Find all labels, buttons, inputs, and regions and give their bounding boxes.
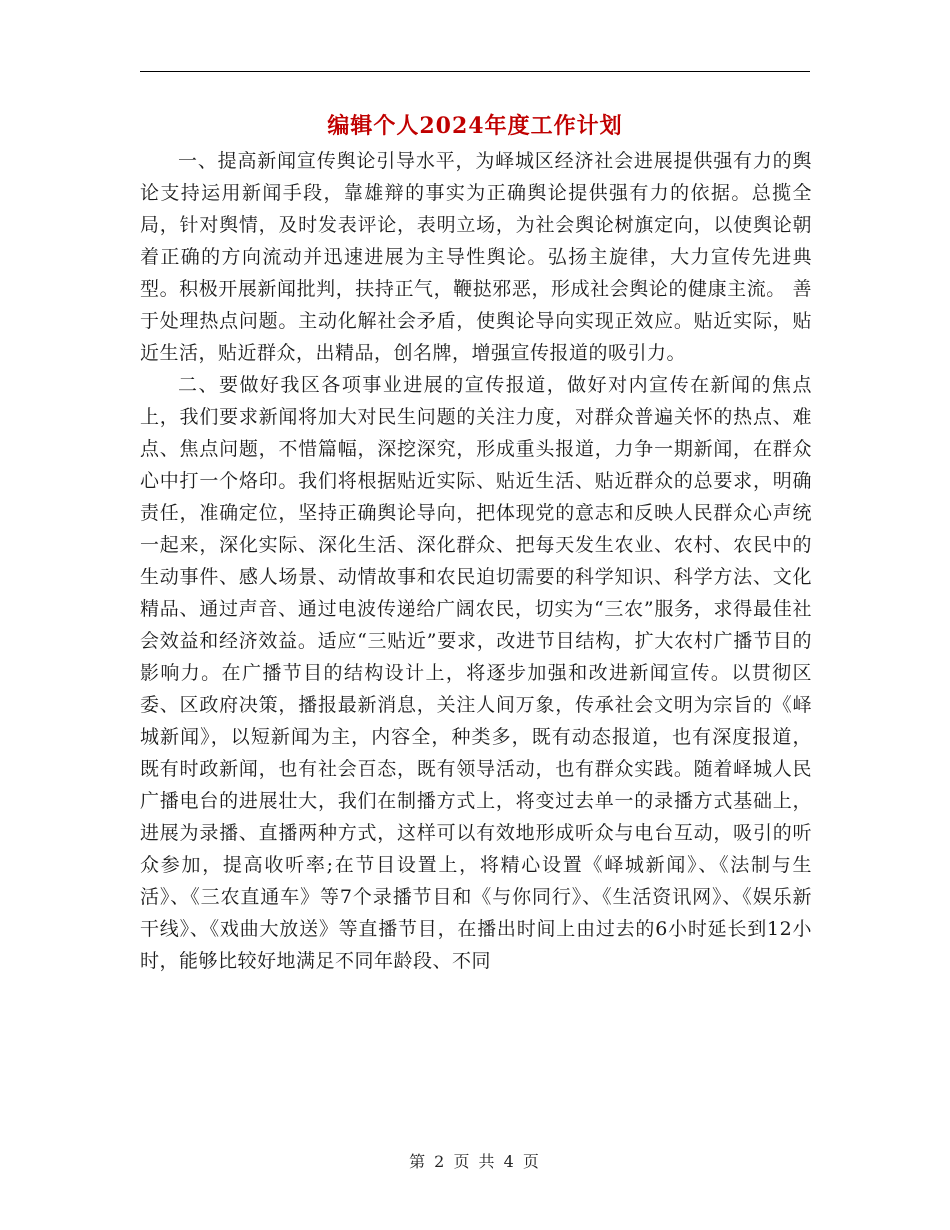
document-title: 编辑个人2024年度工作计划 [327,113,623,139]
document-body [140,145,812,977]
header-rule [140,71,810,72]
page-number: 第 2 页 共 4 页 [409,1152,541,1171]
paragraph-1: 一、提高新闻宣传舆论引导水平，为峄城区经济社会进展提供强有力的舆论支持运用新闻手段，靠雄辩的事实为正确舆论提供强有力的依据。总揽全局，针对舆情，及时发表评论，表明立场，为社会舆论树旗定向，以使舆论朝着正确的方向流动并迅速进展为主导性舆论。弘扬主旋律，大力宣传先进典型。积极开展新闻批判，扶持正气，鞭挞邪恶，形成社会舆论的健康主流。 善于处理热点问题。主动化解社会矛盾，使舆论导向实现正效应。贴近实际，贴近生活，贴近群众，出精品，创名牌，增强宣传报道的吸引力。 [140,150,812,364]
paragraph-2: 二、要做好我区各项事业进展的宣传报道，做好对内宣传在新闻的焦点上，我们要求新闻将加大对民生问题的关注力度，对群众普遍关怀的热点、难点、焦点问题，不惜篇幅，深挖深究，形成重头报道，力争一期新闻，在群众心中打一个烙印。我们将根据贴近实际、贴近生活、贴近群众的总要求，明确责任，准确定位，坚持正确舆论导向，把体现党的意志和反映人民群众心声统一起来，深化实际、深化生活、深化群众、把每天发生农业、农村、农民中的生动事件、感人场景、动情故事和农民迫切需要的科学知识、科学方法、文化精品、通过声音、通过电波传递给广阔农民，切实为“三农”服务，求得最佳社会效益和经济效益。适应“三贴近”要求，改进节目结构，扩大农村广播节目的影响力。在广播节目的结构设计上，将逐步加强和改进新闻宣传。以贯彻区委、区政府决策，播报最新消息，关注人间万象，传承社会文明为宗旨的《峄城新闻》，以短新闻为主，内容全，种类多，既有动态报道，也有深度报道，既有时政新闻，也有社会百态，既有领导活动，也有群众实践。随着峄城人民广播电台的进展壮大，我们在制播方式上，将变过去单一的录播方式基础上，进展为录播、直播两种方式，这样可以有效地形成听众与电台互动，吸引的听众参加，提高收听率;在节目设置上，将精心设置《峄城新闻》、《法制与生活》、《三农直通车》等7个录播节目和《与你同行》、《生活资讯网》、《娱乐新干线》、《戏曲大放送》等直播节目，在播出时间上由过去的6小时延长到12小时，能够比较好地满足不同年龄段、不同 [140,374,812,972]
